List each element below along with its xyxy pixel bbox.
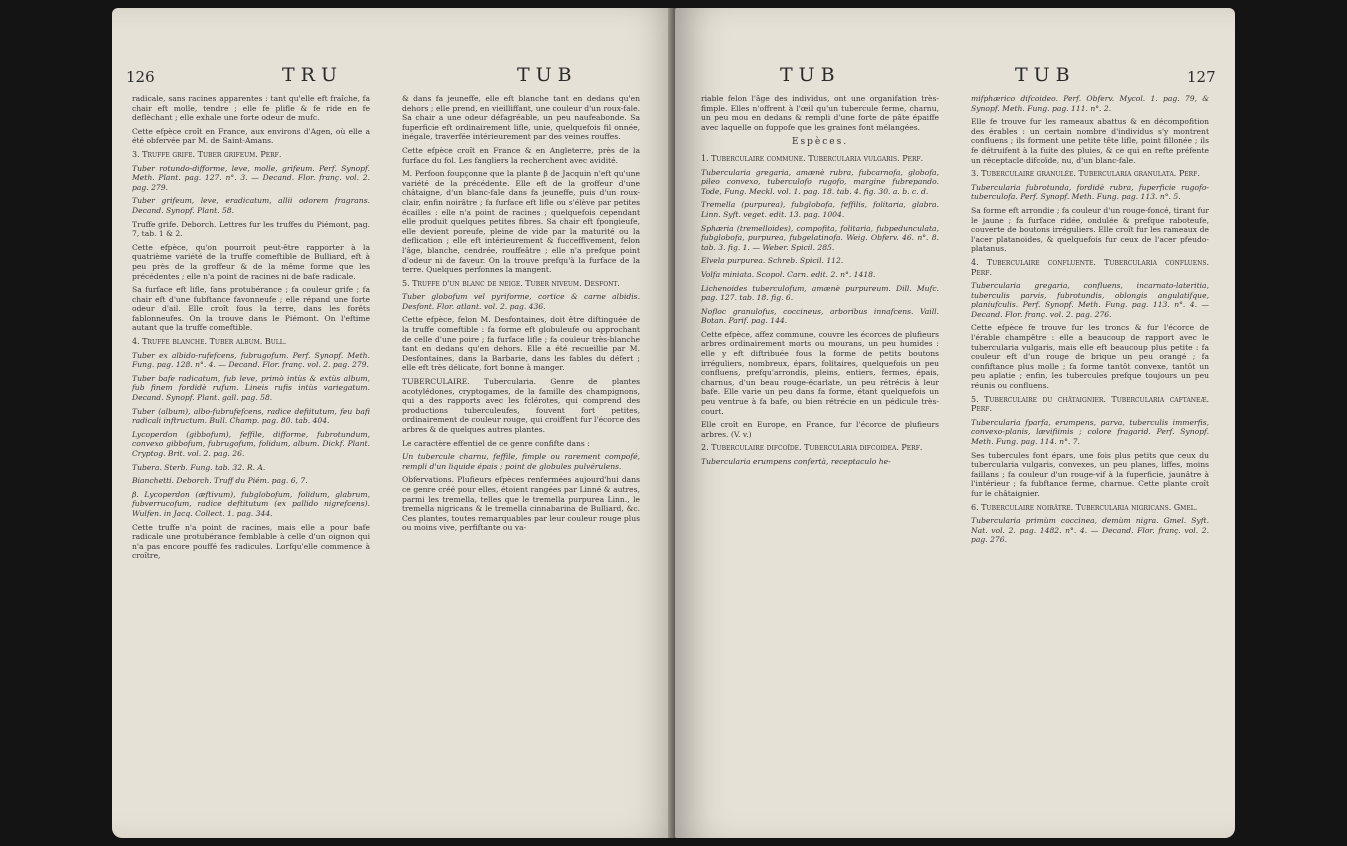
left-header-right: TUB bbox=[517, 64, 578, 86]
right-page-number: 127 bbox=[1187, 68, 1216, 86]
citation: Lichenoides tuberculofum, amænè purpureum. Dill. Mufc. pag. 127. tab. 18. fig. 6. bbox=[701, 283, 939, 303]
entry-heading: 4. Truffe blanche. Tuber album. Bull. bbox=[132, 337, 287, 347]
citation: Tuber rotundo-difforme, leve, molle, grifeum. Perf. Synopf. Meth. Plant. pag. 127. n°. 3. — Decand. Flor. franç. vol. 2. pag. 279. bbox=[132, 163, 370, 192]
text-block: Ses tubercules font épars, une fois plus petits que ceux du tubercularia vulgaris, convexes, un peu planes, liffes, moins faillans ; fa couleur d'un rouge-vif à la fuperficie, jaunâtre à l'intérieur ; fa fubftance ferme, charnue. Cette plante croît fur le châtaignier. bbox=[971, 450, 1209, 498]
citation: Tubercularia gregaria, amænè rubra, fubcarnofa, globofa, pileo convexo, tuberculofo rugofo, margine fubrepando. Tode, Fung. Meckl. vol. 1. pag. 18. tab. 4. fig. 30. a. b. c. d. bbox=[701, 167, 939, 196]
text-block: & dans fa jeuneffe, elle eft blanche tant en dedans qu'en dehors ; elle prend, en vieilliffant, une couleur d'un roux-fale. Sa chair a une odeur défagréable, un peu naufeabonde. Sa fuperficie eft ordinairement lifle, unie, quelquefois fil onnée, inégale, traverfée intérieurement par des veines rouffes. bbox=[402, 94, 640, 142]
text-block: Sa forme eft arrondie ; fa couleur d'un rouge-foncé, tirant fur le jaune ; fa furface ridée, ondulée & prefque raboteufe, couverte de boutons irréguliers. Elle croît fur les rameaux de l'acer platanoides, & quelquefois fur ceux de l'acer pfeudo-platanus. bbox=[971, 205, 1209, 254]
citation: β. Lycoperdon (æftivum), fubglobofum, folidum, glabrum, fubverrucofum, radice deftitutum (ex pallido nigrefcens). Wulfen. in Jacq. Collect. 1. pag. 344. bbox=[132, 489, 370, 518]
citation: Tubercularia fubrotunda, fordidè rubra, fuperficie rugofo-tuberculofa. Perf. Synopf. Meth. Fung. pag. 113. n°. 5. bbox=[971, 182, 1209, 202]
text-block: Elle fe trouve fur les rameaux abattus & en décompofition des érables : un certain nombre d'individus s'y montrent confluens ; ils forment une petite tête lifle, point fillonée ; ils fe détruifent à la fuite des pluies, & ce qui en refte préfente un réceptacle difcoïde, nu, d'un blanc-fale. bbox=[971, 117, 1209, 165]
right-header-right: TUB bbox=[1015, 64, 1076, 86]
text-block: Truffe grife. Deborch. Lettres fur les truffes du Piémont, pag. 7, tab. 1 & 2. bbox=[132, 219, 370, 239]
citation: Volfa miniata. Scopol. Carn. edit. 2. n°. 1418. bbox=[701, 269, 876, 279]
citation: Tuber grifeum, leve, eradicatum, allii odorem fragrans. Decand. Synopf. Plant. 58. bbox=[132, 196, 370, 215]
text-block: Obfervations. Plufieurs efpèces renfermées aujourd'hui dans ce genre créé pour elles, étoient rangées par Linné & autres, parmi les tremella, telles que le tremella purpurea Linn., le tremella nigricans & le tremella cinnabarina de Bulliard, &c. Ces plantes, toutes remarquables par leur couleur rouge plus ou moins vive, perfiftante ou va- bbox=[402, 475, 640, 533]
citation: Tuber (album), albo-fubrufefcens, radice defiitutum, feu bafi radicali inftructum. Bull. Champ. pag. 80. tab. 404. bbox=[132, 406, 370, 426]
text-block: Cette efpèce fe trouve fur les troncs & fur l'écorce de l'érable champêtre : elle a beaucoup de rapport avec le tubercularia vulgaris, mais elle eft beaucoup plus petite : fa couleur eft d'un rouge de brique un peu orangé ; fa confiftance plus molle ; fa forme tantôt convexe, tantôt un peu aplatie ; enfin, les tubercules prefque toujours un peu réunis ou confluens. bbox=[971, 323, 1209, 391]
text-block: Cette efpèce, qu'on pourroit peut-être rapporter à la quatrième variété de la truffe comeftible de Bulliard, eft à peu près de la groffeur & de la même forme que les précédentes ; elle n'a point de racines ni de bafe radicale. bbox=[132, 242, 370, 281]
text-block: M. Perfoon foupçonne que la plante β de Jacquin n'eft qu'une variété de la précédente. Elle eft de la groffeur d'une châtaigne, d'un blanc-fale dans fa jeuneffe, puis d'un roux-clair, enfin noirâtre ; fa furface eft lifle ou s'élève par petites écailles : elle n'a point de racines ; quelquefois cependant elle produit quelques petites fibres. Sa chair eft fpongieufe, elle devient poreufe, pleine de vide par la maturité ou la deflication ; elle eft intérieurement & fucceffivement, felon l'âge, blanche, cendrée, rouffeâtre ; elle n'a prefque point d'odeur ni de faveur. On la trouve prefqu'à la furface de la terre. Quelques perfonnes la mangent. bbox=[402, 169, 640, 275]
citation: Tubercularia fparfa, erumpens, parva, tuberculis immerfis, convexo-planis, lævifiimis ; colore fragarid. Perf. Synopf. Meth. Fung. pag. 114. n°. 7. bbox=[971, 417, 1209, 446]
entry-heading: 3. Truffe grife. Tuber grifeum. Perf. bbox=[132, 149, 282, 159]
entry-heading: 6. Tuberculaire noirâtre. Tubercularia nigricans. Gmel. bbox=[971, 502, 1198, 512]
left-column-2 bbox=[402, 94, 640, 537]
citation: Tubercularia erumpens confertà, receptaculo he- bbox=[701, 457, 891, 466]
text-block: Cette efpèce, felon M. Desfontaines, doit être diftinguée de la truffe comeftible : fa forme eft globuleufe ou approchant de celle d'une poire ; fa furface lifle ; fa couleur très-blanche tant en dedans qu'en dehors. Elle a été recueillie par M. Desfontaines, dans la Barbarie, dans les fables du défert ; elle eft très délicate, fort bonne à manger. bbox=[402, 315, 640, 373]
text-block: Le caractère effentiel de ce genre confifte dans : bbox=[402, 438, 590, 448]
citation: Tuber bafe radicatum, fub leve, primò intùs & extùs album, fub finem fordidè rufum. Lineis rufis intùs variegatum. Decand. Synopf. Plant. gall. pag. 58. bbox=[132, 373, 370, 403]
text-block: Elle croît en Europe, en France, fur l'écorce de plufieurs arbres. (V. v.) bbox=[701, 420, 939, 439]
text-block: Cette truffe n'a point de racines, mais elle a pour bafe radicale une protubérance femblable à celle d'un oignon qui n'a pas encore pouffé fes radicules. Lorfqu'elle commence à croître, bbox=[132, 522, 370, 561]
left-page-number: 126 bbox=[126, 68, 155, 86]
text-block: Cette efpèce, affez commune, couvre les écorces de plufieurs arbres ordinairement morts ou mourans, un peu humides : elle y eft diftribuée fous la forme de petits boutons irréguliers, nombreux, épars, folitaires, quelquefois un peu confluens, prefqu'arrondis, pleins, entiers, fermes, épais, charnus, d'un beau rouge-écarlate, un peu rétrécis à leur bafe. Elle varie un peu dans fa forme, étant quelquefois un peu ventrue à fa bafe, ou bien rétrécie en un pédicule très-court. bbox=[701, 329, 939, 416]
section-heading: Espèces. bbox=[791, 137, 849, 148]
citation: mifphærico difcoideo. Perf. Obferv. Mycol. 1. pag. 79, & Synopf. Meth. Fung. pag. 111. n°. 2. bbox=[971, 94, 1209, 113]
right-header-left: TUB bbox=[780, 64, 841, 86]
text-block: radicale, sans racines apparentes : tant qu'elle eft fraîche, fa chair eft molle, tendre ; elle fe plifle & fe ride en fe deflèchant ; elle exhale une forte odeur de mufc. bbox=[132, 94, 370, 123]
left-page bbox=[112, 8, 680, 838]
right-page bbox=[675, 8, 1235, 838]
citation: Tuber ex albido-rufefcens, fubrugofum. Perf. Synopf. Meth. Fung. pag. 128. n°. 4. — Decand. Flor. franç. vol. 2. pag. 279. bbox=[132, 350, 370, 370]
citation: Bianchetti. Deborch. Truff du Piém. pag. 6, 7. bbox=[132, 476, 308, 486]
text-block: Cette efpèce croît en France, aux environs d'Agen, où elle a été obfervée par M. de Saint-Amans. bbox=[132, 126, 370, 146]
entry-heading: 5. Truffe d'un blanc de neige. Tuber niveum. Desfont. bbox=[402, 278, 620, 288]
entry-heading: 5. Tuberculaire du châtaignier. Tubercularia caftaneæ. Perf. bbox=[971, 394, 1209, 414]
citation: Lycoperdon (gibbofum), feffile, difforme, fubrotundum, convexo gibbofum, fubrugofum, folidum, album. Dickf. Plant. Cryptog. Brit. vol. 2. pag. 26. bbox=[132, 429, 370, 458]
citation: Tuber globofum vel pyriforme, cortice & carne albidis. Desfont. Flor. atlant. vol. 2. pag. 436. bbox=[402, 292, 640, 311]
entry-heading: 3. Tuberculaire granulée. Tubercularia granulata. Perf. bbox=[971, 169, 1200, 179]
citation: Un tubercule charnu, feffile, fimple ou rarement compofé, rempli d'un liquide épais ; point de globules pulvérulens. bbox=[402, 452, 640, 471]
citation: Tubera. Sterb. Fung. tab. 32. R. A. bbox=[132, 462, 266, 472]
text-block: Cette efpèce croît en France & en Angleterre, près de la furface du fol. Les fangliers la recherchent avec avidité. bbox=[402, 145, 640, 165]
citation: Tubercularia gregaria, confluens, incarnato-lateritia, tuberculis parvis, fubrotundis, oblongis angulatifque, planiufculis. Perf. Synopf. Meth. Fung. pag. 113. n°. 4. — Decand. Flor. franç. vol. 2. pag. 276. bbox=[971, 281, 1209, 319]
entry-heading: 2. Tuberculaire difcoïde. Tubercularia difcoidea. Perf. bbox=[701, 443, 923, 453]
citation: Sphæria (tremelloides), compofita, folitaria, fubpedunculata, fubglobofa, purpurea, fubgelatinofa. Weig. Obferv. 46. n°. 8. tab. 3. fig. 1. — Weber. Spicil. 285. bbox=[701, 223, 939, 252]
citation: Elvela purpurea. Schreb. Spicil. 112. bbox=[701, 256, 844, 266]
text-block: Sa furface eft lifle, fans protubérance ; fa couleur grife ; fa chair eft d'une fubftance favonneufe ; elle répand une forte odeur d'ail. Elle croît fous la terre, dans les forêts fablonneufes. On la trouve dans le Piémont. On l'eftime autant que la truffe comeftible. bbox=[132, 285, 370, 333]
right-column-2 bbox=[971, 94, 1209, 549]
right-column-1 bbox=[701, 94, 939, 471]
citation: Nofloc granulofus, coccineus, arboribus innafcens. Vaill. Botan. Parif. pag. 144. bbox=[701, 306, 939, 326]
genus-entry: TUBERCULAIRE. Tubercularia. Genre de plantes acotylédones, cryptogames, de la famille des champignons, qui a des rapports avec les fclérotes, qui comprend des productions tuberculeufes, fouvent fort petites, ordinairement de couleur rouge, qui croiffent fur l'écorce des arbres & de quelques autres plantes. bbox=[402, 377, 640, 434]
left-header-left: TRU bbox=[282, 64, 343, 86]
left-column-1 bbox=[132, 94, 370, 565]
entry-heading: 1. Tuberculaire commune. Tubercularia vulgaris. Perf. bbox=[701, 153, 924, 163]
text-block: riable felon l'âge des individus, ont une organifation très-fimple. Elles n'offrent à l'œil qu'un tubercule ferme, charnu, un peu mou en dedans & rempli d'une forte de pâte épaiffe avec laquelle on fuppofe que les graines font mélangées. bbox=[701, 94, 939, 132]
citation: Tubercularia primùm coccinea, demùm nigra. Gmel. Syft. Nat. vol. 2. pag. 1482. n°. 4. — Decand. Flor. franç. vol. 2. pag. 276. bbox=[971, 516, 1209, 545]
citation: Tremella (purpurea), fubglobofa, feffilis, folitaria, glabra. Linn. Syft. veget. edit. 13. pag. 1004. bbox=[701, 200, 939, 219]
entry-heading: 4. Tuberculaire confluente. Tubercularia confluens. Perf. bbox=[971, 257, 1209, 277]
